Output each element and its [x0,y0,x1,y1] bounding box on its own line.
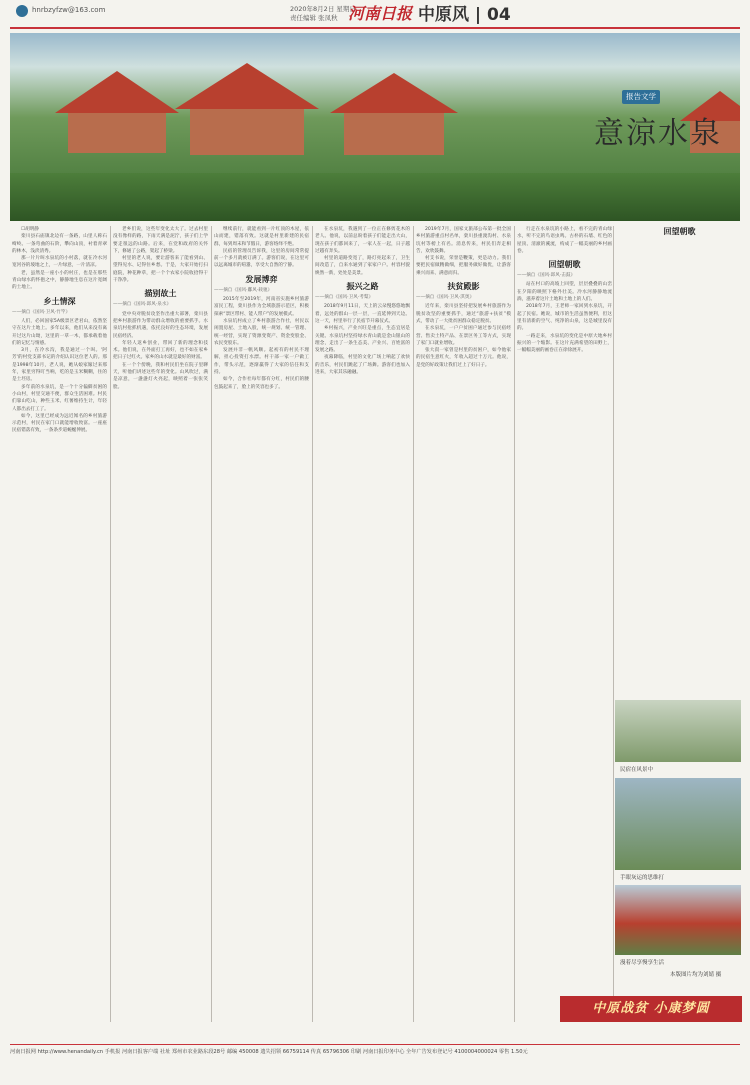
paragraph: 张大叔一家曾是村里的贫困户，如今他家的民宿生意红火，年收入超过十万元。他说，是党的好政策让我们过上了好日子。 [416,348,511,368]
paragraph: 乡村振兴，产业兴旺是重点，生态宜居是关键。水泉坑村坚持绿水青山就是金山银山的理念，走出了一条生态美、产业兴、百姓富的发展之路。 [315,326,410,354]
epigraph-source: ——摘自《国风·卫风·考槃》 [315,295,374,301]
epigraph-source: ——摘自《国风·邶风·击鼓》 [517,273,576,279]
house-roof-3 [330,73,458,113]
house-2 [190,109,304,155]
paragraph: 如今，这里已经成为远近闻名的乡村旅游示范村，村民在家门口就能增收致富。一座座民宿错落有致，一条条步道蜿蜒伸展。 [12,413,107,434]
house-3 [344,113,444,155]
paragraph: 在水泉坑，我遇到了一位正在修剪花木的老人。他说，以前总盼着孩子们能走出大山，现在孩子们都回来了，一家人在一起，日子越过越有奔头。 [315,227,410,254]
article-column-3 [214,226,309,1022]
paragraph: 如今，合作社每年都有分红，村民们的腰包鼓起来了，脸上的笑容也多了。 [214,377,309,390]
photo-caption-1: 民宿在风景中 [620,767,654,773]
mail-icon [16,5,28,17]
section-heading: 发展博弈 [245,274,278,284]
section-heading: 扶贫殿影 [447,282,480,292]
column-divider [211,226,212,1022]
section-heading: 乡土情深 [43,296,76,306]
paragraph: 年轻人返乡创业，带回了新的理念和技术。他们说，在外面打工再好，也不如在家乡把日子过红火。家乡的山水就是最好的财富。 [113,340,208,361]
article-column-2 [113,226,208,1022]
paragraph: 一路走来，水泉坑的变化是中原大地乡村振兴的一个缩影。在这片充满希望的田野上，一幅幅美丽的画卷正在徐徐展开。 [517,333,612,354]
column-divider [312,226,313,1022]
photo-caption-2: 手眼灰运的思维打 [620,875,665,881]
epigraph-source: ——摘自《国风·卫风·淇奥》 [416,295,475,301]
paragraph: 栾川县石庙镇北边有一条路，山里人称石崎岭。一条弯曲的石阶，攀向山顶，衬着青翠的林木，浅淡清秀。 [12,234,107,254]
editor-email: hnrbzyfzw@163.com [32,6,106,14]
section-title: 中原风 | 04 [418,5,511,25]
paragraph: 人们，必回国家5A级景区老君山，依然坚守在这片土地上。多年以来，他们从来没有离开过这片山坳，这里的一草一木，都承载着他们的记忆与情感。 [12,318,107,346]
paragraph: 发展并非一帆风顺。起初有的村民不理解，担心投资打水漂。村干部一家一户做工作，带头示范，逐渐赢得了大家的信任和支持。 [214,348,309,376]
section-heading: 振兴之路 [346,282,379,292]
house-1 [68,113,166,153]
genre-tag: 报告文学 [622,90,660,104]
header-rule [10,27,740,29]
sidebar-heading: 回望朝歌 [663,227,696,236]
photo-caption-3: 漫着尽享慢享生活 [620,960,665,966]
epigraph-source: ——摘自《国风·卫风·竹竿》 [12,309,71,315]
paragraph: 行走在水泉坑的小路上，看不完的青山绿水，听不完的鸟语虫鸣。古朴的石墙、红色的屋顶、清澈的溪流，构成了一幅美丽的乡村画卷。 [517,227,612,254]
paragraph: 2018年7月，王老师一家回到水泉坑，开起了民宿。她说，城市的生活虽然便利，但这里有清新的空气、纯净的山泉，这是城里没有的。 [517,304,612,332]
paragraph: 村里的老人说，要让游客来了能看到山、望得见水、记得住乡愁。于是，大家开始打扫庭院，种花种草，把一个个农家小院收拾得干干净净。 [113,256,208,284]
article-column-6 [517,226,612,786]
paragraph: 那一片片叫水泉坑的小村落，就在冷水河宽河谷的坡地之上，一片绿意，一片清凉。 [12,256,107,269]
column-divider [613,226,614,1022]
paragraph: 3月，在冷水沟，我是通过一个叫。'阿芳'的村党支部书记的介绍认识这位老人的。那是1998年10月，老人说，她从娘家嫁过来那年，家里穷得叮当响，吃的是玉米糊糊，住的是土坯房。 [12,348,107,383]
foreground-greenery [10,173,740,221]
paragraph: 2018年9月11日，天上的云朵慢悠悠地飘着，远处的群山一层一层，一直延伸到天边。这一天，村里举行了民宿节开幕仪式。 [315,304,410,324]
article-column-4 [315,226,410,1022]
paragraph: 在一个个傍晚，我和村民们坐在院子里聊天，听他们讲述这些年的变化。山风吹过，满是凉意，一盏盏灯火亮起，映照着一张张笑脸。 [113,362,208,390]
responsible-editor: 责任编辑 张凤秋 [290,14,338,22]
issue-date: 2020年8月2日 星期日 [290,5,356,13]
paragraph: 村里的道路变宽了，路灯亮起来了，卫生间改造了，自来水通到了家家户户。村容村貌焕然一新，处处是美景。 [315,256,410,276]
photo-credit: 本版图片均为刘婧 摄 [670,972,722,978]
campaign-banner: 中原战贫 小康梦圆 [560,996,742,1022]
paragraph: 水泉坑村成立了乡村旅游合作社，村民以闲置房屋、土地入股，统一规划、统一管理、统一经营，实现了资源变资产、资金变股金、农民变股东。 [214,318,309,346]
house-roof-2 [175,63,319,109]
paragraph: 夜幕降临，村里的文化广场上响起了欢快的音乐，村民们跳起了广场舞。游客们也加入进来，大家其乐融融。 [315,355,410,376]
paragraph: 村支书说，荣誉是鞭策，更是动力。我们要把民宿做精做细，把服务做好做优，让游客乘兴而来、满意而归。 [416,256,511,276]
page-header [0,0,750,28]
article-column-5 [416,226,511,1022]
photo-countryside [615,778,741,870]
paragraph: 2019年7月，国家文旅部公布第一批全国乡村旅游重点村名单，栾川县重渡沟村、水泉坑村等榜上有名。消息传来，村民们奔走相告，欢欣鼓舞。 [416,227,511,254]
paragraph: ☐胡明静 [21,227,39,232]
photo-red-roof-house [615,885,741,955]
paragraph: 老乡们说，这些年变化太大了。过去村里没有像样的路，下雨天满是泥泞，孩子们上学要走很远的山路。后来，在党和政府的关怀下，修通了公路，架起了桥梁。 [113,227,208,254]
epigraph-source: ——摘自《国风·邶风·泉水》 [113,302,172,308]
section-heading: 描别故土 [144,289,177,299]
paragraph: 党中央对脱贫攻坚作出重大部署，栾川县把乡村旅游作为带动群众增收的重要抓手。水泉坑村抢抓机遇，依托良好的生态环境，发展民宿经济。 [113,311,208,339]
column-divider [110,226,111,1022]
feature-title: 意涼水泉 [594,116,722,151]
paragraph: 近年来，栾川县坚持把发展乡村旅游作为脱贫攻坚的重要抓手，通过“旅游+扶贫”模式，带动了一大批贫困群众稳定脱贫。 [416,304,511,324]
article-column-1 [12,226,107,1022]
photo-inn-landscape [615,700,741,762]
paragraph: 民宿的管理员告诉我，这里的房间常常提前一个多月就被订满了。游客们说，在这里可以远离城市的喧嚣，享受大自然的宁静。 [214,248,309,269]
paragraph: 继续前行，就能看到一片红顶的木屋，依山而建，错落有致。这就是村里新建的民宿群，每到周末和节假日，游客络绎不绝。 [214,227,309,247]
column-divider [514,226,515,1022]
house-roof-1 [55,71,179,113]
paragraph: 站在村口的高坡上回望，层层叠叠的山峦在夕阳的映照下格外壮美。冷水河静静地流淌，滋养着这片土地和土地上的人们。 [517,282,612,303]
epigraph-source: ——摘自《国风·鄘风·载驰》 [214,287,273,293]
paragraph: 老，虽然是一座小小的村庄，也是在那些青山绿水的怀抱之中，静静地生息在这片宽阔的土地上。 [12,270,107,291]
paragraph: 2015年至2019年，河南省实施乡村旅游富民工程，栾川县作为全域旅游示范区，积极探索“景区带村、能人带户”的发展模式。 [214,297,309,317]
page-footer: 河南日报网 http://www.henandaily.cn 手机报 河南日报客户端 社址 郑州市农业路东段28号 邮编 450008 遗失招领 66759114 传真 65796306 印刷 河南日报印务中心 全年广告发布登记号 4100004000024 零售 1.50元 [10,1044,740,1055]
paragraph: 多年前的水泉坑，是一个十分偏僻贫困的小山村，村里交通不便，群众生活困难。村民们靠山吃山，种些玉米、红薯维持生计，年轻人都出去打工了。 [12,384,107,412]
paragraph: 在水泉坑，一户户贫困户通过参与民宿经营、售卖土特产品、在景区务工等方式，实现了家门口就业增收。 [416,326,511,346]
column-divider [413,226,414,1022]
newspaper-name: 河南日报 [348,4,413,23]
section-heading: 回望朝歌 [548,260,581,270]
